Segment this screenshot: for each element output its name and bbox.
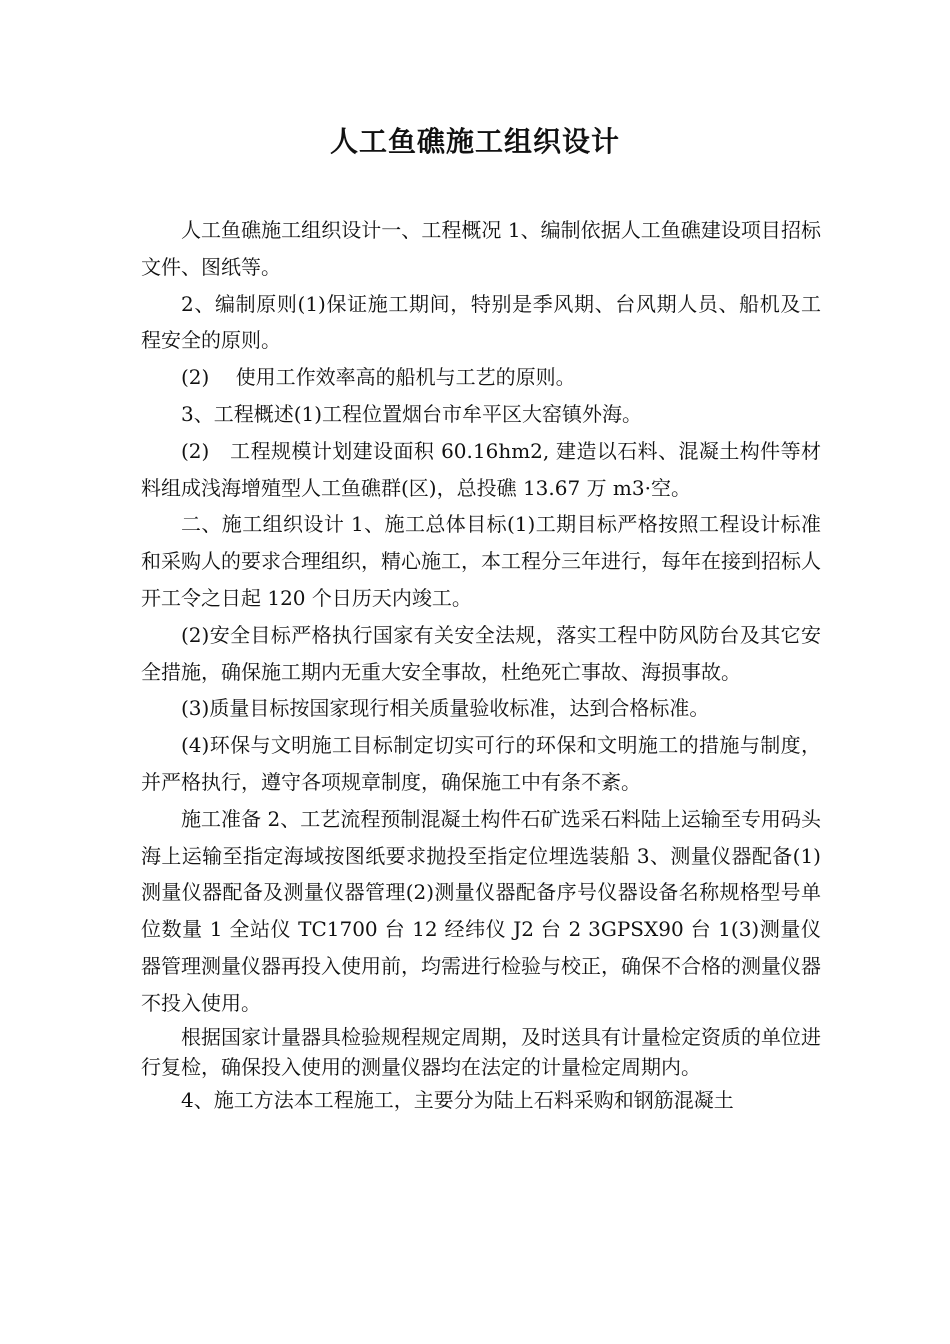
- paragraph-12: 4、施工方法本工程施工，主要分为陆上石料采购和钢筋混凝土: [181, 1087, 734, 1112]
- paragraph-2: 2、编制原则(1)保证施工期间，特别是季风期、台风期人员、船机及工程安全的原则。: [141, 291, 821, 353]
- paragraph-11: 根据国家计量器具检验规程规定周期，及时送具有计量检定资质的单位进行复检，确保投入使用的测量仪器均在法定的计量检定周期内。: [141, 1024, 821, 1079]
- paragraph-9: (4)环保与文明施工目标制定切实可行的环保和文明施工的措施与制度，并严格执行，遵守各项规章制度，确保施工中有条不紊。: [141, 733, 821, 794]
- paragraph-5: (2) 工程规模计划建设面积 60.16hm2, 建造以石料、混凝土构件等材料组成浅海增殖型人工鱼礁群(区)，总投礁 13.67 万 m3·空。: [141, 438, 821, 500]
- paragraph-8: (3)质量目标按国家现行相关质量验收标准，达到合格标准。: [181, 696, 710, 721]
- paragraph-4: 3、工程概述(1)工程位置烟台市牟平区大窑镇外海。: [181, 401, 643, 426]
- paragraph-1: 人工鱼礁施工组织设计一、工程概况 1、编制依据人工鱼礁建设项目招标文件、图纸等。: [141, 218, 821, 279]
- paragraph-10: 施工准备 2、工艺流程预制混凝土构件石矿选采石料陆上运输至专用码头海上运输至指定海域按图纸要求抛投至指定位埋选装船 3、测量仪器配备(1)测量仪器配备及测量仪器管理(2)测量仪器配备序号仪器设备名称规格型号单位数量 1 全站仪 TC1700 台 12 经纬仪 J2 台 2 3GPSX90 台 1(3)测量仪器管理测量仪器再投入使用前，均需进行检验与校正，确保不合格的测量仪器不投入使用。: [141, 806, 821, 1015]
- paragraph-3: (2) 使用工作效率高的船机与工艺的原则。: [181, 365, 576, 390]
- document-body: [141, 212, 821, 1118]
- paragraph-7: (2)安全目标严格执行国家有关安全法规，落实工程中防风防台及其它安全措施，确保施工期内无重大安全事故，杜绝死亡事故、海损事故。: [141, 622, 821, 684]
- page-title: 人工鱼礁施工组织设计: [329, 125, 620, 158]
- paragraph-6: 二、施工组织设计 1、施工总体目标(1)工期目标严格按照工程设计标准和采购人的要求合理组织，精心施工，本工程分三年进行，每年在接到招标人开工令之日起 120 个日历天内竣工。: [141, 512, 821, 610]
